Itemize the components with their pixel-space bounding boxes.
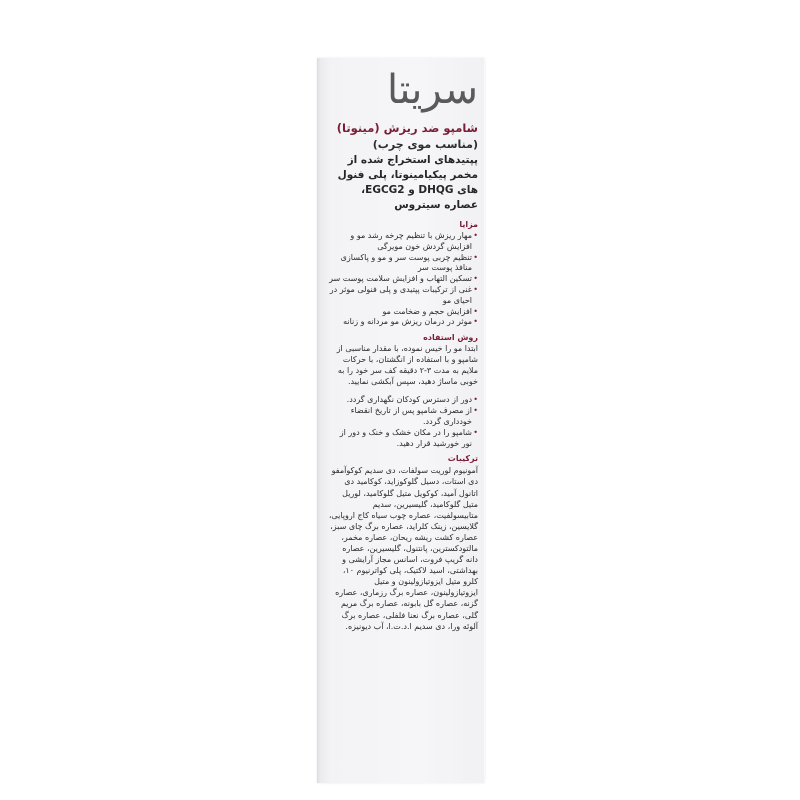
ingredients-text: آمونیوم لوریت سولفات، دی سدیم کوکوآمفو دی استات، دسیل گلوکوزاید، کوکامید دی اتانول آمید، کوکویل متیل گلوکامید، لوریل متیل گلوکامید، گلیسیرین، سدیم متابیسولفیت، عصاره چوب سیاه کاج اروپایی، گلایسین، زینک کلراید، عصاره برگ چای سبز، عصاره کشت ریشه ریحان، عصاره مخمر، مالتودکسترین، پانتنول، گلیسیرین، عصاره دانه گریپ فروت، اسانس مجاز آرایشی و بهداشتی، اسید لاکتیک، پلی کواترنیوم ۱۰، کلرو متیل ایزوتیازولینون و متیل ایزوتیازولینون، عصاره برگ رزماری، عصاره گزنه، عصاره گل بابونه، عصاره برگ مریم گلی، عصاره برگ نعنا فلفلی، عصاره برگ آلوئه ورا، دی سدیم ا.د.ت.ا، آب دیونیزه. xyxy=(328,466,478,631)
brand-logo: سریتا xyxy=(387,67,478,113)
usage-heading: روش استفاده xyxy=(423,333,478,343)
list-item xyxy=(328,307,478,318)
product-subtitle: (مناسب موی چرب) xyxy=(372,138,478,151)
benefits-heading: مزایا xyxy=(459,220,478,229)
benefit-text: مهار ریزش با تنظیم چرخه رشد مو و افزایش گردش خون مویرگی xyxy=(350,231,472,251)
bullet-icon: • xyxy=(473,231,478,240)
list-item xyxy=(328,317,478,328)
benefit-text: افزایش حجم و ضخامت مو xyxy=(382,306,472,316)
benefits-list xyxy=(328,231,478,328)
warnings-list xyxy=(328,395,478,449)
product-label xyxy=(328,66,478,632)
benefit-text: تنظیم چربی پوست سر و مو و پاکسازی منافذ پوست سر xyxy=(340,252,472,273)
list-item xyxy=(328,285,478,307)
bullet-icon: • xyxy=(473,306,478,316)
bullet-icon: • xyxy=(473,252,478,262)
bullet-icon: • xyxy=(473,317,478,327)
list-item xyxy=(328,274,478,285)
bullet-icon: • xyxy=(473,406,478,416)
benefit-text: غنی از ترکیبات پپتیدی و پلی فنولی موثر در احیای مو xyxy=(329,284,472,305)
bullet-icon: • xyxy=(473,284,478,294)
list-item xyxy=(328,253,478,275)
list-item xyxy=(328,428,478,450)
list-item xyxy=(328,406,478,428)
product-title: شامپو ضد ریزش (مینوتا) xyxy=(336,121,478,135)
warning-text: از مصرف شامپو پس از تاریخ انقضاء خودداری گردد. xyxy=(350,406,472,426)
warning-text: دور از دسترس کودکان نگهداری گردد. xyxy=(346,395,472,405)
bullet-icon: • xyxy=(473,427,478,437)
bullet-icon: • xyxy=(473,274,478,284)
benefit-text: تسکین التهاب و افزایش سلامت پوست سر xyxy=(329,274,472,284)
product-description: پپتیدهای استخراج شده از مخمر پیکیامینوتا، پلی فنول های DHQG و EGCG2، عصاره سیتروس xyxy=(337,154,478,211)
benefit-text: موثر در درمان ریزش مو مردانه و زنانه xyxy=(343,317,472,327)
bullet-icon: • xyxy=(473,395,478,405)
list-item xyxy=(328,231,478,253)
warning-text: شامپو را در مکان خشک و خنک و دور از نور خورشید قرار دهید. xyxy=(339,427,472,448)
ingredients-heading: ترکیبات xyxy=(447,454,478,464)
list-item xyxy=(328,395,478,406)
usage-text: ابتدا مو را خیس نموده، با مقدار مناسبی از شامپو و با استفاده از انگشتان، با حرکات ملایم به مدت ۳-۲ دقیقه کف سر خود را به خوبی ماساژ دهید، سپس آبکشی نمایید. xyxy=(336,344,478,386)
